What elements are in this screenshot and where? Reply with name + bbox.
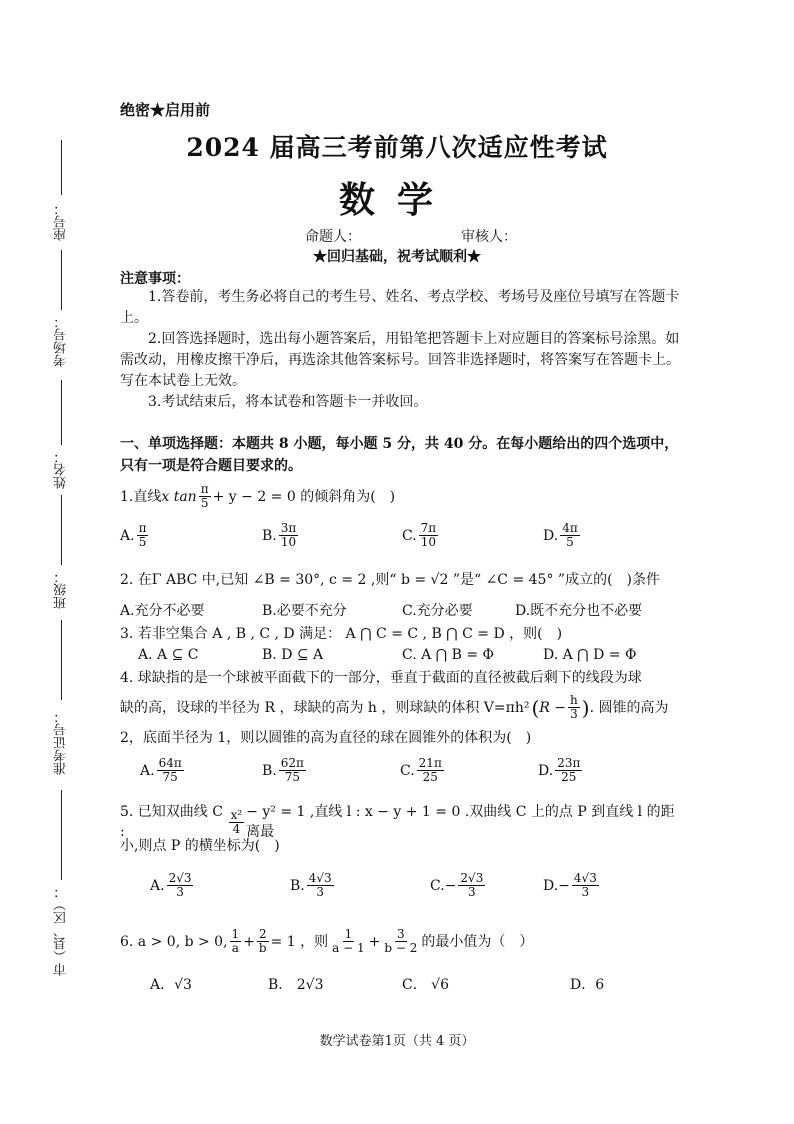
- q6-fraction-1: $\frac{1}{a}$: [231, 927, 240, 955]
- q1-expr: x tan: [161, 488, 197, 505]
- notice-item: 2.回答选择题时，选出每小题答案后，用铅笔把答题卡上对应题目的答案标号涂黑。如需改动，用橡皮擦干净后，再选涂其他答案标号。回答非选择题时，将答案写在答题卡上。写在本试卷上无效。: [120, 331, 680, 389]
- binding-strip: [44, 140, 80, 980]
- class-label: 班级：: [54, 570, 69, 609]
- q3-option-a[interactable]: A. A ⊆ C: [138, 647, 199, 663]
- section-heading: 一、单项选择题：本题共 8 小题，每小题 5 分，共 40 分。在每小题给出的四个选项中，只有一项是符合题目要求的。: [120, 436, 679, 474]
- q6-option-b[interactable]: B． 2√3: [268, 977, 324, 993]
- question-4-line-3: 2，底面半径为 1，则以圆锥的高为直径的球在圆锥外的体积为( ): [120, 730, 532, 746]
- q5-option-b[interactable]: B. $\frac{4√3}{3}$: [290, 871, 332, 899]
- q1-option-d[interactable]: D. $\frac{4\pi}{5}$: [543, 521, 578, 549]
- question-3: 3. 若非空集合 A , B , C , D 满足： A ⋂ C = C , B ⋂ C = D ，则( ): [120, 626, 563, 642]
- subject-title: 数学: [338, 179, 455, 221]
- q1-option-a[interactable]: A. $\frac{\pi}{5}$: [120, 521, 147, 549]
- q6-fraction-2: $\frac{2}{b}$: [258, 927, 267, 955]
- exam-room-label: 考场号：: [54, 315, 69, 367]
- fill-line: [61, 380, 62, 445]
- q2-option-b[interactable]: B.必要不充分: [262, 603, 347, 619]
- q5-fraction: $\frac{\text{x²}}{4}$: [230, 807, 243, 836]
- q6-option-a[interactable]: A．√3: [150, 977, 192, 993]
- q4-option-d[interactable]: D. $\frac{23\pi}{25}$: [538, 756, 581, 784]
- q6-text-end: 的最小值为（ ）: [421, 933, 534, 950]
- notice-item: 3.考试结束后，将本试卷和答题卡一并收回。: [148, 394, 428, 410]
- q4-option-c[interactable]: C. $\frac{21\pi}{25}$: [400, 756, 442, 784]
- reviewer-label: 审核人：: [461, 229, 517, 245]
- q1-fraction: $\frac{\pi}{5}$: [200, 482, 209, 510]
- authors-line: [305, 226, 617, 246]
- fill-line: [61, 790, 62, 880]
- q6-option-d[interactable]: D．6: [570, 977, 605, 993]
- q2-option-a[interactable]: A.充分不必要: [120, 603, 205, 619]
- q4-text-end: . 圆锥的高为: [589, 699, 669, 716]
- q6-fraction-4: $\frac{3}{b - 2}$: [384, 927, 418, 955]
- motto: ★回归基础，祝考试顺利★: [313, 249, 481, 265]
- q1-option-c[interactable]: C. $\frac{7\pi}{10}$: [402, 521, 437, 549]
- q6-text-mid: = 1 ，则: [270, 933, 329, 950]
- city-label: 市（县、区）：: [54, 885, 69, 976]
- paren-close: ): [581, 695, 590, 720]
- fill-line: [61, 495, 62, 565]
- q4-fraction: $\frac{h}{3}$: [570, 693, 578, 721]
- q6-text: 6. a > 0, b > 0,: [120, 933, 228, 950]
- q4-r: R −: [539, 699, 567, 716]
- q4-option-b[interactable]: B. $\frac{62\pi}{75}$: [262, 756, 304, 784]
- q1-option-b[interactable]: B. $\frac{3\pi}{10}$: [262, 521, 297, 549]
- confidential-mark: 绝密★启用前: [120, 101, 211, 119]
- q3-option-c[interactable]: C. A ⋂ B = Φ: [402, 647, 495, 663]
- question-4-line-1: 4. 球缺指的是一个球被平面截下的一部分，垂直于截面的直径被截后剩下的线段为球: [120, 670, 642, 686]
- name-label: 姓名：: [54, 450, 69, 489]
- q5-text: 5. 已知双曲线 C :: [120, 804, 223, 840]
- page-footer: 数学试卷第1页（共 4 页）: [319, 1034, 475, 1049]
- q2-option-c[interactable]: C.充分必要: [402, 603, 473, 619]
- notice-heading: 注意事项：: [120, 271, 190, 287]
- q5-option-c[interactable]: C.− $\frac{2√3}{3}$: [430, 871, 484, 899]
- q1-text: 1.直线: [120, 488, 162, 505]
- q5-option-a[interactable]: A. $\frac{2√3}{3}$: [150, 871, 192, 899]
- q3-option-d[interactable]: D. A ⋂ D = Φ: [543, 647, 637, 663]
- paren-open: (: [531, 695, 540, 720]
- q2-option-d[interactable]: D.既不充分也不必要: [515, 603, 643, 619]
- q5-option-d[interactable]: D.− $\frac{4√3}{3}$: [543, 871, 597, 899]
- question-4-line-2: [120, 694, 680, 721]
- fill-line: [61, 620, 62, 700]
- q5-text-end: − y² = 1 ,直线 l : x − y + 1 = 0 .双曲线 C 上的点 P 到直线 l 的距离最: [246, 804, 675, 840]
- seat-label: 座号：: [54, 202, 69, 241]
- q4-option-a[interactable]: A. $\frac{64\pi}{75}$: [140, 756, 182, 784]
- q3-option-b[interactable]: B. D ⊆ A: [262, 647, 324, 663]
- question-6: 6. a > 0, b > 0, $\frac{1}{a}$ + $\frac{2}{b}$ = 1 ，则 $\frac{1}{a - 1}$ + $\frac{3}{b - 2}$ 的最小值为（ ）: [120, 927, 534, 955]
- author-label: 命题人：: [305, 229, 361, 245]
- ticket-number-label: 准考证号：: [54, 710, 69, 775]
- notice-item: 1.答卷前，考生务必将自己的考生号、姓名、考点学校、考场号及座位号填写在答题卡上。: [120, 289, 680, 326]
- question-5-line-2: 小,则点 P 的横坐标为( ): [120, 838, 280, 854]
- question-2: 2. 在Γ ABC 中,已知 ∠B = 30°, c = 2 ,则“ b = √2 ”是“ ∠C = 45° ”成立的( )条件: [120, 572, 660, 588]
- q4-text: 缺的高，设球的半径为 R ，球缺的高为 h ，则球缺的体积 V=πh²: [120, 699, 530, 716]
- q6-option-c[interactable]: C． √6: [402, 977, 449, 993]
- q6-fraction-3: $\frac{1}{a - 1}$: [332, 927, 365, 955]
- q1-text-end: + y − 2 = 0 的倾斜角为( ): [212, 488, 396, 505]
- exam-title: 2024 届高三考前第八次适应性考试: [186, 133, 608, 162]
- question-1: [120, 483, 680, 510]
